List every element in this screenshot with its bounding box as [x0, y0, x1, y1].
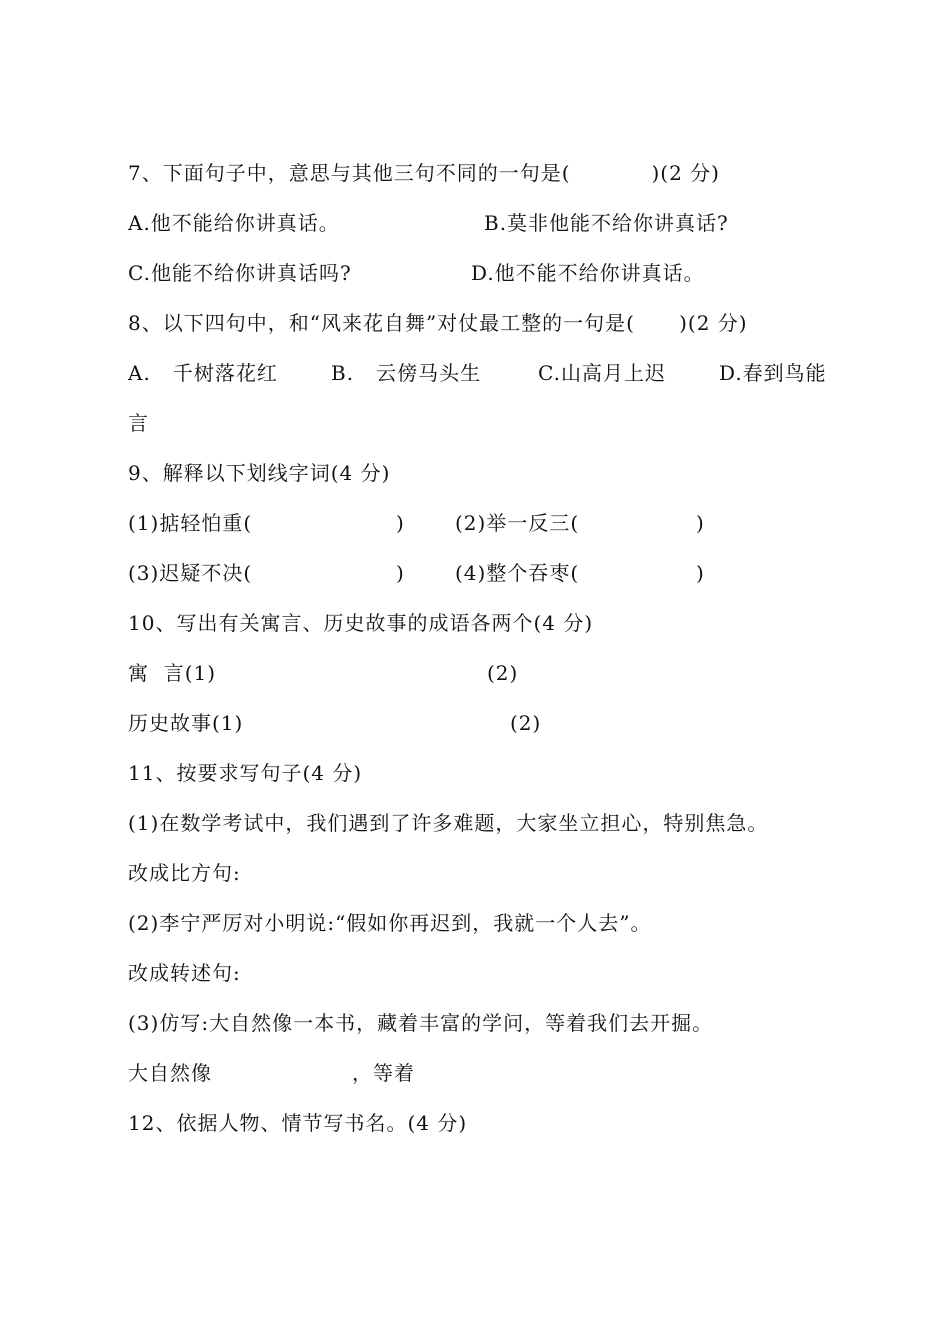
q7-option-a: A.他不能给你讲真话。	[128, 211, 340, 235]
q7-stem: 7、下面句子中，意思与其他三句不同的一句是( )(2 分)	[128, 161, 720, 185]
q9-item-1: (1)掂轻怕重(	[128, 511, 253, 535]
q11-stem: 11、按要求写句子(4 分)	[128, 761, 363, 785]
q10-history-1: 历史故事(1)	[128, 711, 244, 735]
q8-option-a: A. 千树落花红	[128, 361, 278, 385]
q7-option-c: C.他能不给你讲真话吗?	[128, 261, 352, 285]
q10-fable-1: 寓 言(1)	[128, 661, 217, 685]
q10-fable-2: (2)	[487, 661, 519, 685]
q9-item-4-close: )	[696, 561, 705, 585]
q11-sentence-3-part-b: ，等着	[352, 1061, 415, 1085]
q9-stem: 9、解释以下划线字词(4 分)	[128, 461, 391, 485]
q8-option-c: C.山高月上迟	[538, 361, 666, 385]
q10-stem: 10、写出有关寓言、历史故事的成语各两个(4 分)	[128, 611, 594, 635]
q9-item-4: (4)整个吞枣(	[455, 561, 580, 585]
q9-item-1-close: )	[396, 511, 405, 535]
q10-history-2: (2)	[510, 711, 542, 735]
q8-stem: 8、以下四句中，和“风来花自舞”对仗最工整的一句是( )(2 分)	[128, 311, 748, 335]
q11-sentence-3: (3)仿写:大自然像一本书，藏着丰富的学问，等着我们去开掘。	[128, 1011, 714, 1035]
q8-option-d-continued: 言	[128, 411, 149, 435]
q7-option-b: B.莫非他能不给你讲真话?	[484, 211, 729, 235]
q8-option-d: D.春到鸟能	[719, 361, 827, 385]
q9-item-2-close: )	[696, 511, 705, 535]
q11-sentence-1-task: 改成比方句:	[128, 861, 241, 885]
q11-sentence-1: (1)在数学考试中，我们遇到了许多难题，大家坐立担心，特别焦急。	[128, 811, 769, 835]
q11-sentence-3-part-a: 大自然像	[128, 1061, 212, 1085]
q9-item-2: (2)举一反三(	[455, 511, 580, 535]
q8-option-b: B. 云傍马头生	[331, 361, 482, 385]
q11-sentence-2-task: 改成转述句:	[128, 961, 241, 985]
q12-stem: 12、依据人物、情节写书名。(4 分)	[128, 1111, 468, 1135]
q9-item-3-close: )	[396, 561, 405, 585]
q9-item-3: (3)迟疑不决(	[128, 561, 253, 585]
q11-sentence-2: (2)李宁严厉对小明说:“假如你再迟到，我就一个人去”。	[128, 911, 652, 935]
q7-option-d: D.他不能不给你讲真话。	[471, 261, 705, 285]
